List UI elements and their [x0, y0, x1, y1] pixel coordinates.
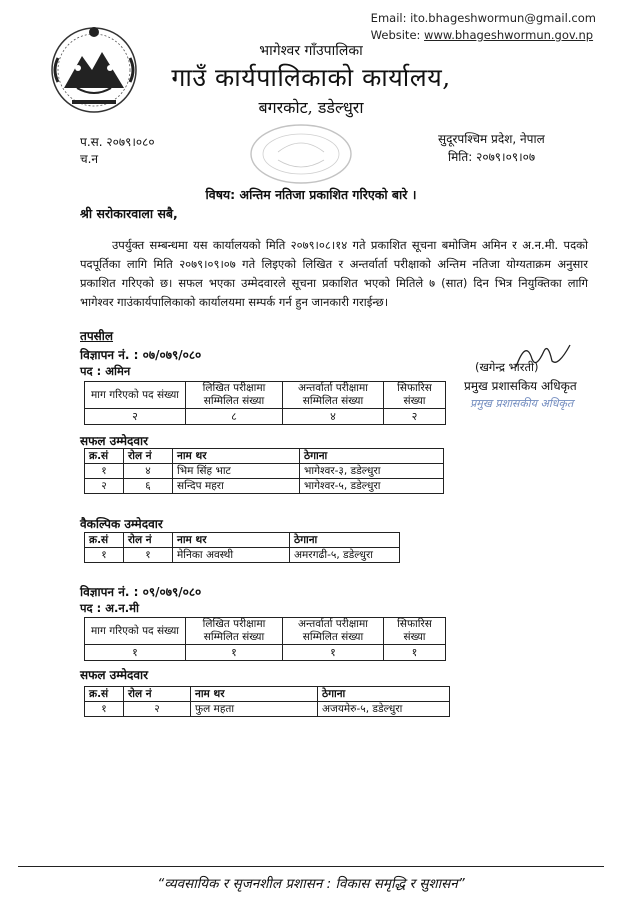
column-header: लिखित परीक्षामा सम्मिलित संख्या [186, 618, 283, 645]
table-cell: १ [85, 702, 124, 717]
table-row [85, 687, 450, 702]
column-header: रोल नं [124, 533, 173, 548]
table-cell: १ [186, 645, 283, 661]
table-cell: सन्दिप महरा [173, 479, 300, 494]
office-seal-icon [248, 122, 354, 186]
table-cell: फुल महता [191, 702, 318, 717]
column-header: अन्तर्वार्ता परीक्षामा सम्मिलित संख्या [283, 382, 384, 409]
table-row [85, 618, 446, 645]
table-cell: ४ [283, 409, 384, 425]
advertisement-number-1: विज्ञापन नं. : ०७/०७९/०८० [80, 348, 202, 362]
table-row [85, 479, 444, 494]
column-header: ठेगाना [318, 687, 450, 702]
column-header: रोल नं [124, 687, 191, 702]
table-row [85, 382, 446, 409]
column-header: क्र.सं [85, 687, 124, 702]
successful-table-2 [84, 686, 450, 717]
subject-line: विषय: अन्तिम नतिजा प्रकाशित गरिएको बारे । [205, 187, 417, 202]
column-header: क्र.सं [85, 449, 124, 464]
column-header: सिफारिस संख्या [384, 382, 446, 409]
successful-table-1 [84, 448, 444, 494]
post-name-1: पद : अमिन [80, 364, 131, 378]
table-cell: १ [283, 645, 384, 661]
table-cell: २ [124, 702, 191, 717]
column-header: नाम थर [173, 449, 300, 464]
table-cell: ८ [186, 409, 283, 425]
column-header: माग गरिएको पद संख्या [85, 618, 186, 645]
table-cell: १ [124, 548, 173, 563]
table-cell: १ [384, 645, 446, 661]
contact-block [371, 10, 596, 44]
salutation: श्री सरोकारवाला सबै, [80, 206, 178, 221]
successful-heading-2: सफल उम्मेदवार [80, 668, 149, 682]
table-row [85, 409, 446, 425]
summary-table-1 [84, 381, 446, 425]
post-name-2: पद : अ.न.मी [80, 601, 140, 615]
column-header: ठेगाना [300, 449, 444, 464]
column-header: नाम थर [173, 533, 290, 548]
table-cell: २ [384, 409, 446, 425]
detail-heading: तपसील [80, 329, 114, 343]
table-cell: अमरगढी-५, डडेल्धुरा [290, 548, 400, 563]
website-link[interactable]: www.bhageshwormun.gov.np [424, 28, 594, 42]
website-label: Website: [370, 28, 421, 42]
email-label: Email: [370, 11, 407, 25]
table-cell: १ [85, 464, 124, 479]
email-link[interactable]: ito.bhageshwormun@gmail.com [410, 11, 596, 25]
dispatch-number: च.न [80, 152, 99, 166]
summary-table-2 [84, 617, 446, 661]
table-row [85, 464, 444, 479]
table-cell: २ [85, 479, 124, 494]
body-paragraph: उपर्युक्त सम्बन्धमा यस कार्यालयको मिति २०७९।०८।१४ गते प्रकाशित सूचना बमोजिम अमिन र अ.न.मी. पदको पदपूर्तिका लागि मिति २०७९।०९।०७ गते लिइएको लिखित र अन्तर्वार्ता परीक्षाको अन्तिम नतिजा योग्यताक्रम अनुसार प्रकाशित गरिएको छ। सफल भएका उम्मेदवारले सूचना प्रकाशित भएको मितिले ७ (सात) दिन भित्र नियुक्तिका लागि भागेश्वर गाउंकार्यपालिकाको कार्यालयमा सम्पर्क गर्न हुन जानकारी गराईन्छ। [80, 238, 588, 309]
column-header: अन्तर्वार्ता परीक्षामा सम्मिलित संख्या [283, 618, 384, 645]
column-header: सिफारिस संख्या [384, 618, 446, 645]
table-row [85, 533, 400, 548]
alternate-table-1 [84, 532, 400, 563]
table-cell: २ [85, 409, 186, 425]
table-cell: भागेश्वर-३, डडेल्धुरा [300, 464, 444, 479]
table-row [85, 548, 400, 563]
table-cell: मेनिका अवस्थी [173, 548, 290, 563]
letter-date: मिति: २०७९।०९।०७ [448, 150, 536, 164]
signatory-title: प्रमुख प्रशासकिय अधिकृत [464, 379, 577, 393]
province-block [438, 130, 545, 166]
footer-divider [18, 866, 604, 867]
footer-motto: “व्यवसायिक र सृजनशील प्रशासन : विकास समृद्धि र सुशासन” [157, 876, 465, 892]
table-row [85, 702, 450, 717]
province-name: सुदूरपश्चिम प्रदेश, नेपाल [438, 132, 545, 146]
column-header: रोल नं [124, 449, 173, 464]
table-cell: अजयमेरु-५, डडेल्धुरा [318, 702, 450, 717]
column-header: नाम थर [191, 687, 318, 702]
successful-heading-1: सफल उम्मेदवार [80, 434, 149, 448]
office-location: बगरकोट, डडेल्धुरा [258, 98, 364, 117]
table-cell: ४ [124, 464, 173, 479]
signatory-name: (खगेन्द्र भारती) [475, 360, 539, 374]
reference-block [80, 134, 155, 168]
municipality-name: भागेश्वर गाँउपालिका [259, 43, 363, 59]
table-cell: १ [85, 548, 124, 563]
table-cell: १ [85, 645, 186, 661]
column-header: ठेगाना [290, 533, 400, 548]
table-row [85, 645, 446, 661]
office-name: गाउँ कार्यपालिकाको कार्यालय, [171, 63, 451, 92]
advertisement-number-2: विज्ञापन नं. : ०९/०७९/०८० [80, 585, 202, 599]
letter-number: प.स. २०७९।०८० [80, 135, 155, 149]
table-row [85, 449, 444, 464]
table-cell: भिम सिंह भाट [173, 464, 300, 479]
signatory-stamp: प्रमुख प्रशासकीय अधिकृत [470, 397, 574, 410]
table-cell: ६ [124, 479, 173, 494]
column-header: क्र.सं [85, 533, 124, 548]
alternate-heading-1: वैकल्पिक उम्मेदवार [80, 517, 163, 531]
column-header: माग गरिएको पद संख्या [85, 382, 186, 409]
column-header: लिखित परीक्षामा सम्मिलित संख्या [186, 382, 283, 409]
table-cell: भागेश्वर-५, डडेल्धुरा [300, 479, 444, 494]
